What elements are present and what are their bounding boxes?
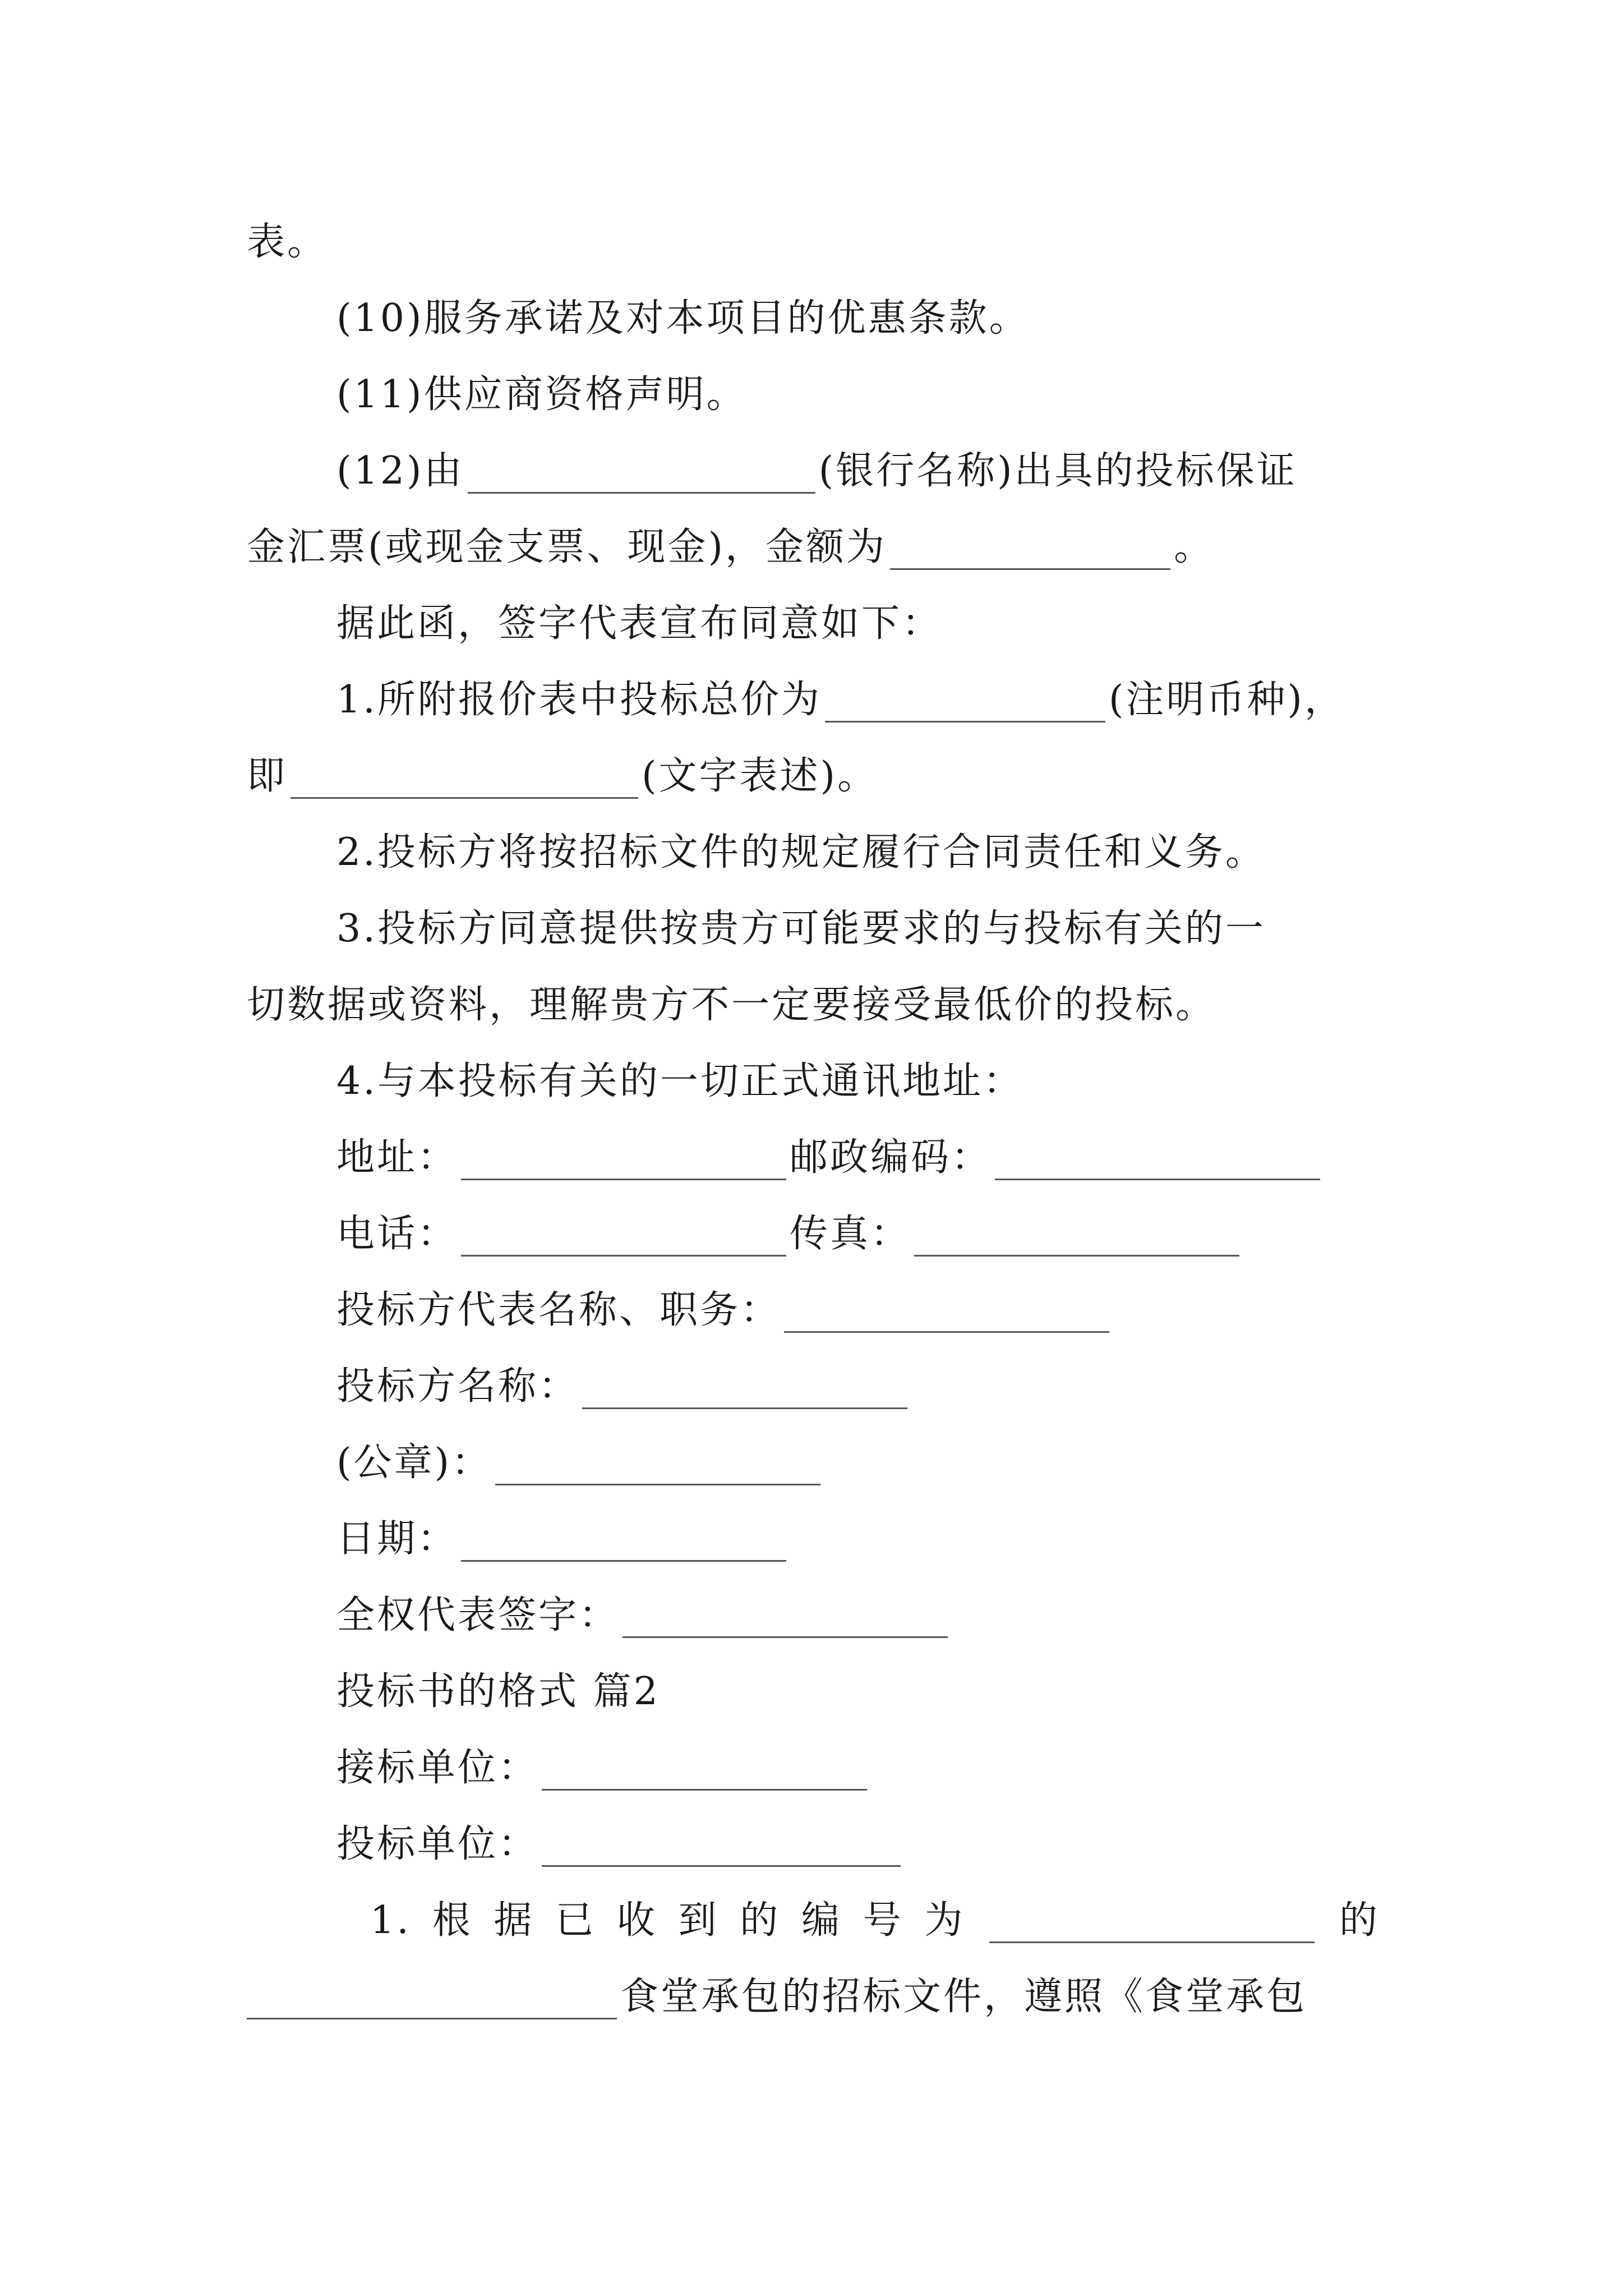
text-line: 日期： [336, 1512, 790, 1566]
postcode-blank [995, 1144, 1320, 1180]
text-line: 接标单位： [336, 1741, 870, 1795]
text-line: (12)由 (银行名称)出具的投标保证 [336, 449, 1297, 493]
text-line: 地址： 邮政编码： [336, 1131, 1324, 1185]
text-line: 2.投标方将按招标文件的规定履行合同责任和义务。 [336, 830, 1266, 875]
project-blank [247, 1983, 617, 2019]
text-line: 投标方代表名称、职务： [336, 1283, 1113, 1337]
text-line: (10)服务承诺及对本项目的优惠条款。 [336, 296, 1030, 341]
receiving-unit-blank [542, 1754, 867, 1791]
text-line: 表。 [247, 220, 328, 264]
representative-blank [784, 1296, 1109, 1333]
text-line: 1.所附报价表中投标总价为 (注明币种)， [336, 678, 1345, 722]
text-line: 即 (文字表述)。 [247, 754, 878, 798]
text-line: (公章)： [336, 1436, 824, 1490]
text-line: 投标单位： [336, 1818, 904, 1871]
text-line: 切数据或资料，理解贵方不一定要接受最低价的投标。 [247, 983, 1216, 1027]
address-blank [461, 1144, 786, 1180]
text-line: 1. 根 据 已 收 到 的 编 号 为 的 [370, 1898, 1380, 1943]
total-price-blank [825, 686, 1105, 723]
fax-blank [914, 1220, 1239, 1257]
amount-blank [890, 533, 1170, 570]
number-blank [989, 1907, 1315, 1943]
phone-blank [461, 1220, 786, 1257]
bidder-name-blank [582, 1373, 907, 1409]
text-line: 3.投标方同意提供按贵方可能要求的与投标有关的一 [336, 907, 1266, 951]
section-heading: 投标书的格式 篇2 [336, 1669, 660, 1714]
text-line: 食堂承包的招标文件，遵照《食堂承包 [247, 1970, 1307, 2024]
text-line: 投标方名称： [336, 1360, 911, 1414]
seal-blank [495, 1449, 820, 1485]
bank-name-blank [468, 457, 815, 494]
text-line: 据此函，签字代表宣布同意如下： [336, 601, 943, 646]
text-line: (11)供应商资格声明。 [336, 372, 747, 417]
text-line: 4.与本投标有关的一切正式通讯地址： [336, 1059, 1023, 1103]
bidding-unit-blank [542, 1830, 901, 1867]
written-amount-blank [291, 762, 638, 799]
text-line: 金汇票(或现金支票、现金)，金额为 。 [247, 525, 1215, 569]
signature-blank [623, 1602, 948, 1638]
date-blank [461, 1525, 786, 1562]
text-line: 全权代表签字： [336, 1589, 951, 1642]
text-line: 电话： 传真： [336, 1207, 1243, 1261]
